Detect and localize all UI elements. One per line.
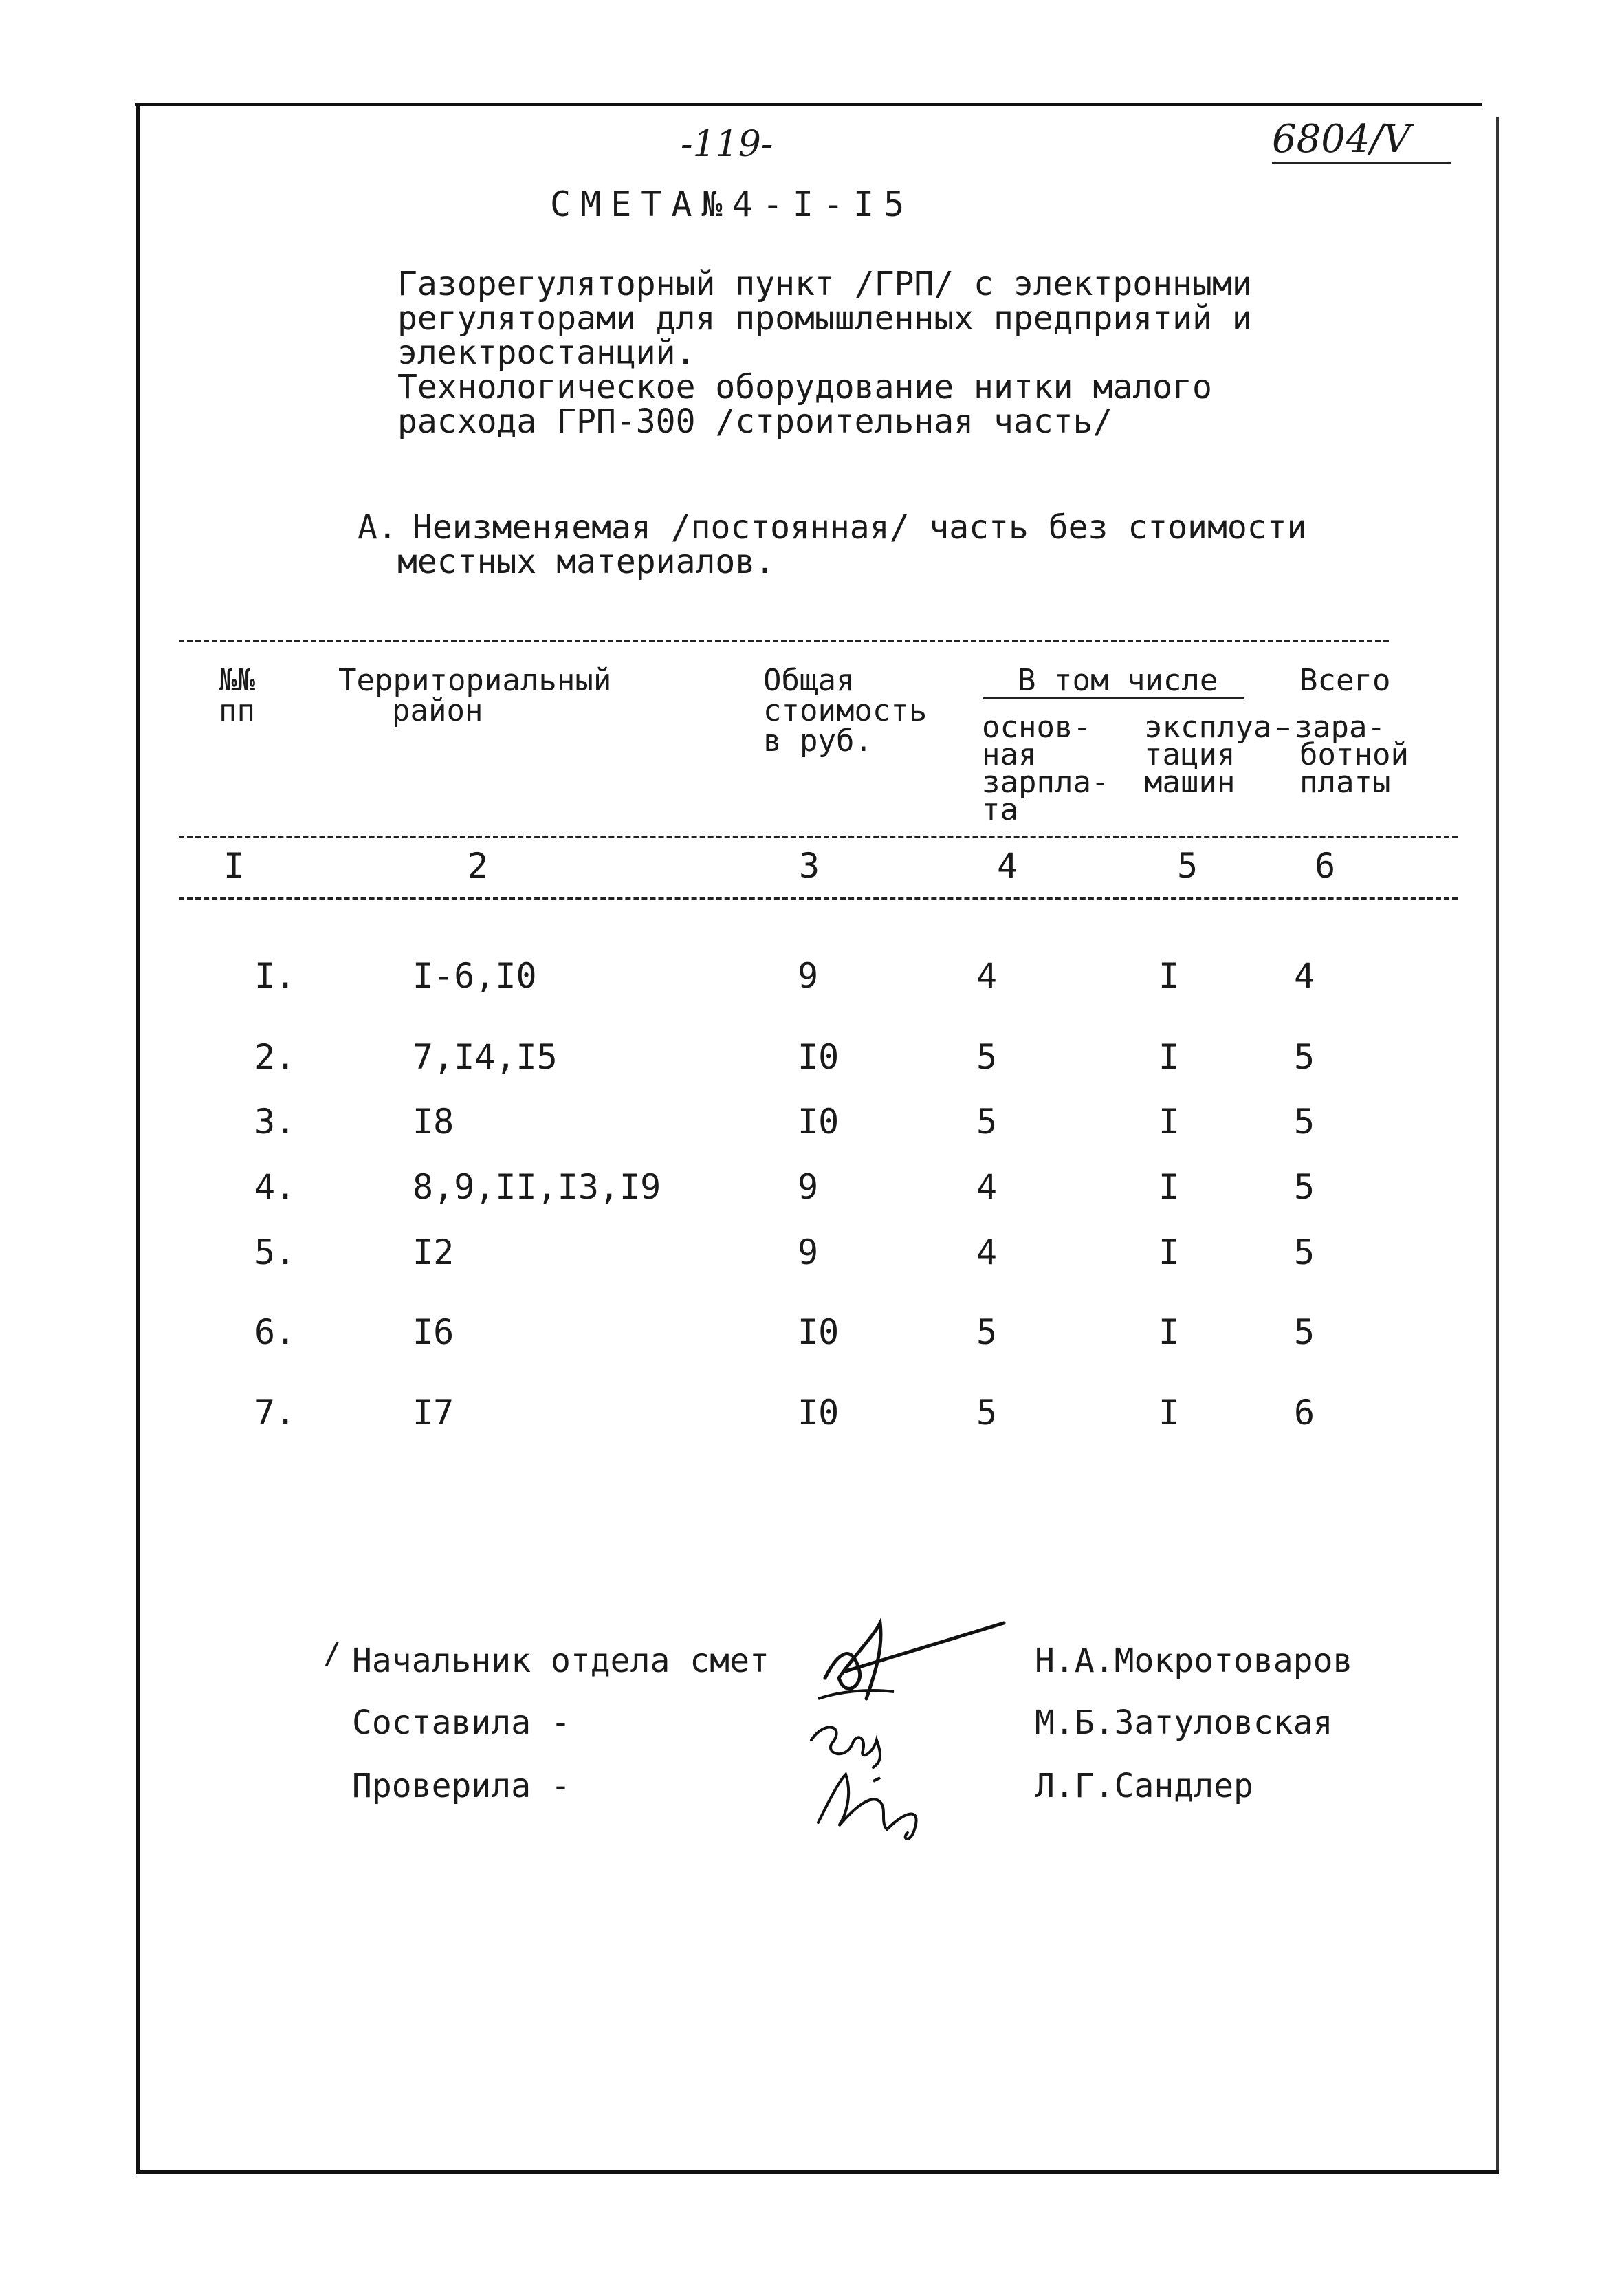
row-base-salary: 4: [976, 1232, 998, 1272]
header-base-line-2: ная: [982, 737, 1037, 772]
header-cost-line-2: стоимость: [763, 693, 928, 728]
row-base-salary: 5: [976, 1393, 998, 1433]
description-line-2: регуляторами для промышленных предприятий и: [397, 299, 1252, 338]
header-num-line-2: пп: [219, 693, 255, 728]
row-machines: I: [1159, 956, 1180, 996]
description-line-5: расхода ГРП-300 /строительная часть/: [397, 402, 1113, 441]
page-frame-left: [136, 103, 140, 2173]
signature-role-2: Составила -: [352, 1703, 571, 1742]
row-base-salary: 5: [976, 1312, 998, 1352]
row-region: I-6,I0: [413, 956, 537, 996]
row-cost: I0: [798, 1393, 840, 1433]
row-number: 7.: [254, 1393, 296, 1433]
header-total-line-1: Всего: [1299, 663, 1391, 698]
column-number-3: 3: [799, 846, 820, 886]
row-cost: I0: [798, 1037, 840, 1077]
header-region-line-1: Территориальный: [338, 663, 612, 698]
row-number: 2.: [254, 1037, 296, 1077]
row-region: I6: [413, 1312, 454, 1352]
row-machines: I: [1159, 1232, 1180, 1272]
header-total-line-2: -зара-: [1276, 710, 1385, 745]
header-base-line-1: основ-: [982, 710, 1091, 745]
document-code-underline: [1272, 162, 1451, 164]
row-number: 3.: [254, 1102, 296, 1142]
row-machines: I: [1159, 1167, 1180, 1207]
row-total-salary: 5: [1294, 1102, 1315, 1142]
description-line-4: Технологическое оборудование нитки малого: [397, 368, 1212, 406]
signature-tick-mark: /: [323, 1636, 342, 1671]
row-total-salary: 5: [1294, 1232, 1315, 1272]
header-group: В том числе: [1018, 663, 1218, 698]
header-mach-line-1: эксплуа-: [1144, 710, 1290, 745]
description-line-1: Газорегуляторный пункт /ГРП/ с электронными: [397, 265, 1252, 303]
header-region-line-2: район: [392, 693, 483, 728]
column-number-2: 2: [468, 846, 489, 886]
header-base-line-3: зарпла-: [982, 765, 1110, 800]
header-num-line-1: №№: [219, 663, 255, 698]
row-region: 8,9,II,I3,I9: [413, 1167, 661, 1207]
document-code: 6804/V: [1272, 117, 1411, 162]
signature-name-2: М.Б.Затуловская: [1035, 1703, 1333, 1742]
signature-name-3: Л.Г.Сандлер: [1035, 1767, 1253, 1805]
row-machines: I: [1159, 1037, 1180, 1077]
header-group-underline: [983, 697, 1244, 699]
row-total-salary: 5: [1294, 1037, 1315, 1077]
page-number: -119-: [681, 124, 773, 165]
header-base-line-4: та: [982, 792, 1018, 827]
page-frame-bottom: [136, 2170, 1499, 2174]
signature-name-1: Н.А.Мокротоваров: [1035, 1642, 1353, 1680]
header-mach-line-3: машин: [1144, 765, 1236, 800]
row-cost: 9: [798, 1232, 819, 1272]
header-bottom-rule: [179, 836, 1458, 838]
estimate-title: СМЕТА№4-I-I5: [550, 184, 914, 224]
column-number-5: 5: [1177, 846, 1198, 886]
row-number: I.: [254, 956, 296, 996]
row-machines: I: [1159, 1393, 1180, 1433]
signature-role-3: Проверила -: [352, 1767, 571, 1805]
column-number-6: 6: [1315, 846, 1336, 886]
row-machines: I: [1159, 1312, 1180, 1352]
row-base-salary: 5: [976, 1102, 998, 1142]
header-total-line-4: платы: [1299, 765, 1391, 800]
row-base-salary: 4: [976, 1167, 998, 1207]
row-number: 6.: [254, 1312, 296, 1352]
header-mach-line-2: тация: [1144, 737, 1236, 772]
description-line-3: электростанций.: [397, 334, 696, 372]
row-total-salary: 5: [1294, 1167, 1315, 1207]
column-number-1: I: [223, 846, 245, 886]
section-line-1: Неизменяемая /постоянная/ часть без стоимости: [413, 508, 1307, 547]
handwritten-signatures: [798, 1596, 1024, 1843]
row-cost: I0: [798, 1102, 840, 1142]
row-cost: 9: [798, 1167, 819, 1207]
row-region: I2: [413, 1232, 454, 1272]
column-numbers-bottom-rule: [179, 897, 1458, 900]
row-region: I7: [413, 1393, 454, 1433]
column-number-4: 4: [997, 846, 1018, 886]
row-base-salary: 4: [976, 956, 998, 996]
row-region: I8: [413, 1102, 454, 1142]
page-frame-right: [1496, 117, 1499, 2173]
row-number: 4.: [254, 1167, 296, 1207]
row-region: 7,I4,I5: [413, 1037, 558, 1077]
header-cost-line-3: в руб.: [763, 723, 873, 759]
row-total-salary: 5: [1294, 1312, 1315, 1352]
table-top-rule: [179, 640, 1389, 642]
row-machines: I: [1159, 1102, 1180, 1142]
row-total-salary: 4: [1294, 956, 1315, 996]
row-cost: 9: [798, 956, 819, 996]
signature-role-1: Начальник отдела смет: [352, 1642, 769, 1680]
section-line-2: местных материалов.: [397, 543, 776, 581]
page-frame-top: [135, 103, 1482, 106]
header-total-line-3: ботной: [1299, 737, 1409, 772]
header-cost-line-1: Общая: [763, 663, 855, 698]
row-number: 5.: [254, 1232, 296, 1272]
section-label: А.: [358, 508, 397, 547]
row-total-salary: 6: [1294, 1393, 1315, 1433]
row-cost: I0: [798, 1312, 840, 1352]
row-base-salary: 5: [976, 1037, 998, 1077]
